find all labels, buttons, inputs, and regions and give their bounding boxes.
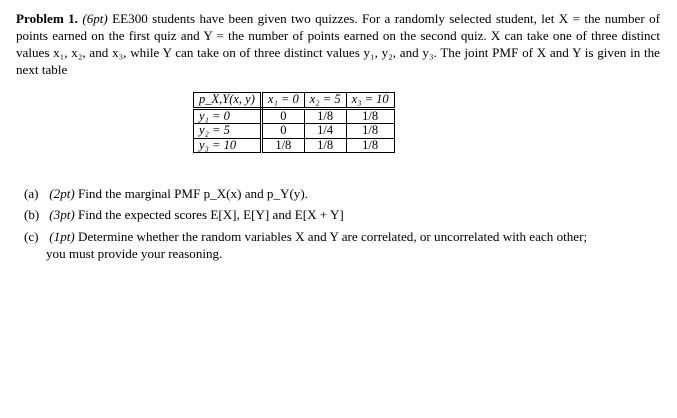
row-header: y₃ = 10 (194, 138, 262, 153)
table-cell: 1/8 (261, 138, 304, 153)
question-text-continued: you must provide your reasoning. (46, 246, 223, 261)
row-header: y₁ = 0 (194, 108, 262, 124)
joint-pmf-table (193, 92, 395, 153)
question-a (24, 185, 664, 202)
column-header: x₂ = 5 (304, 93, 346, 109)
problem-statement (16, 10, 660, 78)
question-label: (b) (24, 207, 40, 222)
table-cell: 0 (261, 124, 304, 139)
table-cell: 1/4 (304, 124, 346, 139)
column-header: x₃ = 10 (346, 93, 394, 109)
intro-line-3: take one of three distinct values x₁, x₂, and x₃, while Y can take on of three distinct values y₁, y₂, and y₃. (16, 28, 661, 60)
table-cell: 1/8 (346, 138, 394, 153)
column-header: x₁ = 0 (261, 93, 304, 109)
intro-line-1: EE300 students have been given two quizzes. For a randomly selected student, let X = the (112, 11, 601, 26)
table-row (194, 108, 395, 124)
table-cell: 1/8 (346, 124, 394, 139)
table-corner-cell: p_X,Y(x, y) (194, 93, 262, 109)
question-text: Determine whether the random variables X and Y are correlated, or uncorrelated with each other; (78, 229, 588, 244)
row-header: y₂ = 5 (194, 124, 262, 139)
question-points: (3pt) (49, 207, 75, 222)
question-points: (2pt) (49, 186, 75, 201)
table-row (194, 124, 395, 139)
table-cell: 1/8 (304, 108, 346, 124)
question-points: (1pt) (49, 229, 75, 244)
table-header-row (194, 93, 395, 109)
table-cell: 0 (261, 108, 304, 124)
table-cell: 1/8 (304, 138, 346, 153)
intro-line-4: The joint PMF of X and Y is given in the next table (16, 45, 660, 77)
question-text: Find the expected scores E[X], E[Y] and E[X + Y] (78, 207, 344, 222)
question-label: (a) (24, 186, 39, 201)
table-cell: 1/8 (346, 108, 394, 124)
question-text: Find the marginal PMF p_X(x) and p_Y(y). (78, 186, 308, 201)
problem-points: (6pt) (82, 11, 108, 26)
table-row (194, 138, 395, 153)
question-c (24, 228, 664, 262)
question-label: (c) (24, 229, 39, 244)
problem-heading: Problem 1. (16, 11, 78, 26)
intro-line-2: number of points earned on the first quiz and Y = the number of points earned on the second quiz. X can (16, 11, 660, 43)
question-b (24, 206, 664, 223)
